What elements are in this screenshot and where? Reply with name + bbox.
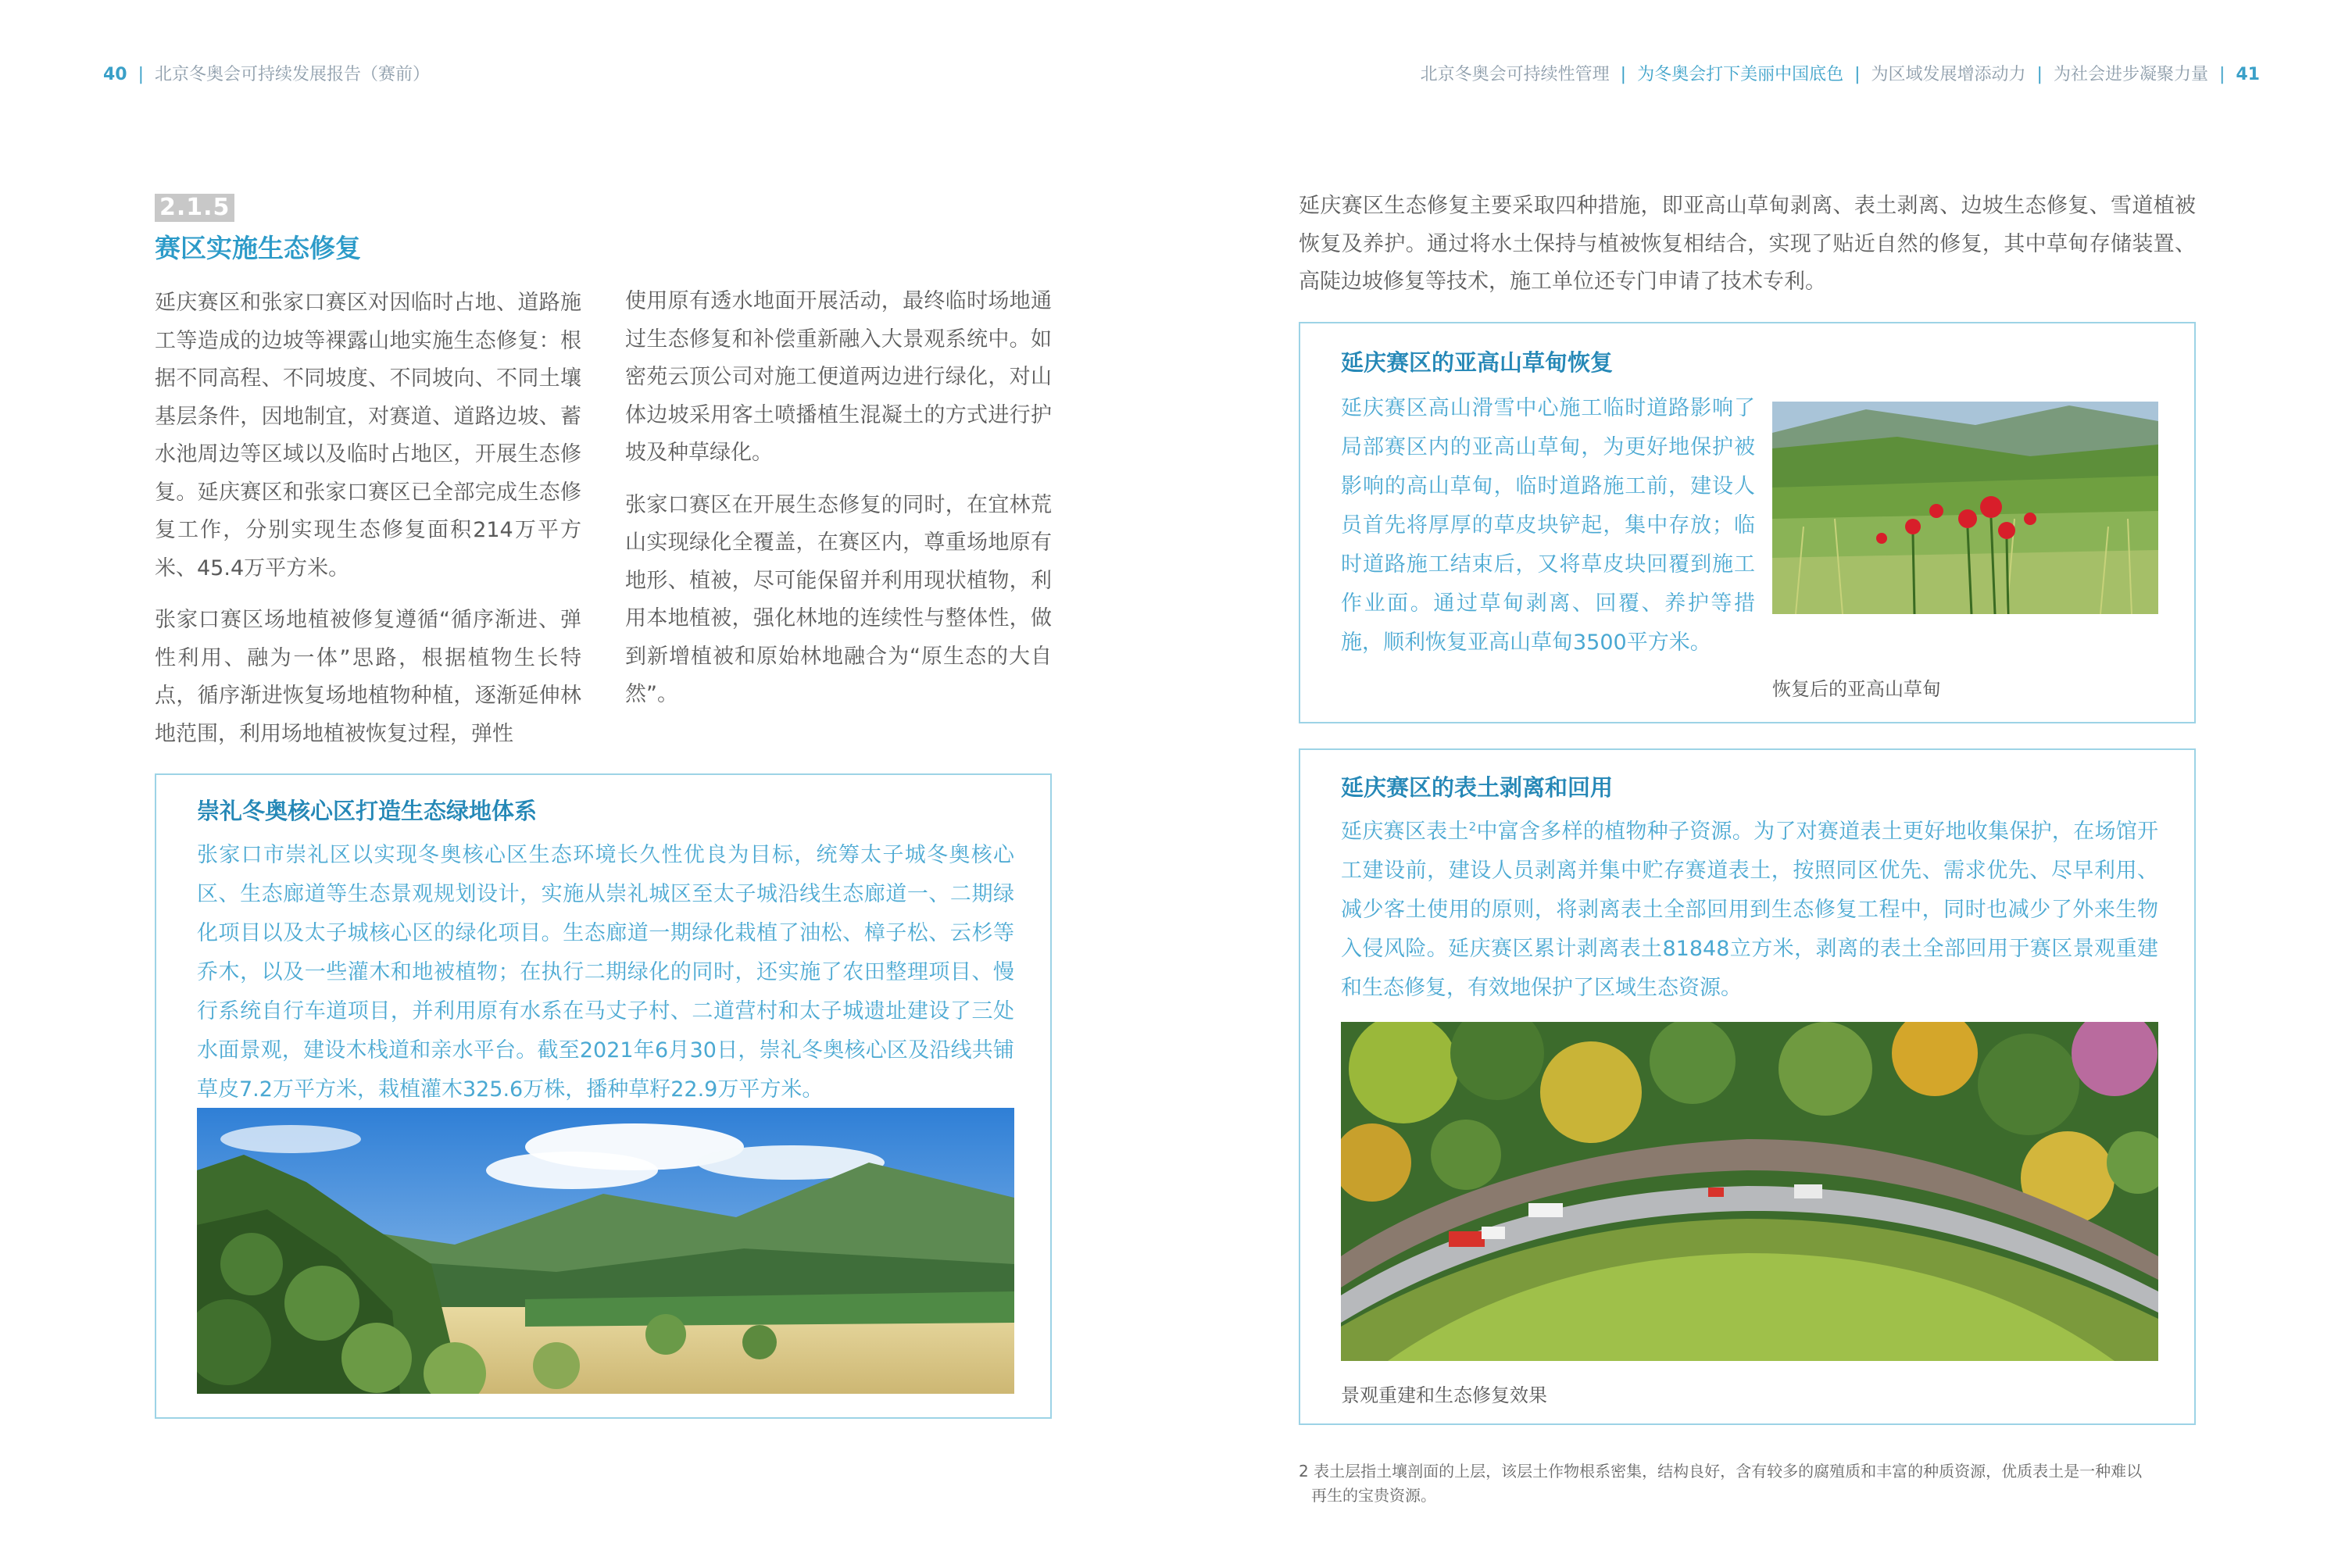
header-nav-item: 北京冬奥会可持续性管理 [1420,65,1610,84]
body-column-a [155,284,581,767]
header-divider: | [2036,65,2043,84]
footnote-ref: 2 [1468,820,1477,834]
paragraph: 张家口赛区在开展生态修复的同时，在宜林荒山实现绿化全覆盖，在赛区内，尊重场地原有地形、植被，尽可能保留并利用现状植物，利用本地植被，强化林地的连续性与整体性，做到新增植被和原始林地融合为“原生态的大自然”。 [625,492,1052,706]
page-number-right: 41 [2236,65,2260,84]
case-box-chongli [155,773,1052,1419]
footnote [1299,1459,2205,1508]
paragraph: 延庆赛区生态修复主要采取四种措施，即亚高山草甸剥离、表土剥离、边坡生态修复、雪道植被恢复及养护。通过将水土保持与植被恢复相结合，实现了贴近自然的修复，其中草甸存储装置、高陡边坡修复等技术，施工单位还专门申请了技术专利。 [1299,194,2196,294]
aerial-road-photo [1341,1022,2158,1361]
header-nav-item-active: 为冬奥会打下美丽中国底色 [1637,65,1844,84]
running-header-right [1421,61,2260,85]
page-number-left: 40 [103,65,127,84]
text-segment: 延庆赛区表土 [1341,820,1469,844]
text-segment: 中富含多样的植物种子资源。为了对赛道表土更好地收集保护，在场馆开工建设前，建设人员剥离并集中贮存赛道表土，按照同区优先、需求优先、尽早利用、减少客土使用的原则，将剥离表土全部回用到生态修复工程中，同时也减少了外来生物入侵风险。延庆赛区累计剥离表土81848立方米，剥离的表土全部回用于赛区景观重建和生态修复，有效地保护了区域生态资源。 [1341,820,2159,1000]
footnote-line: 2 表土层指土壤剖面的上层，该层土作物根系密集，结构良好，含有较多的腐殖质和丰富的种质资源，优质表土是一种难以 [1299,1462,2143,1480]
meadow-photo [1772,402,2158,614]
paragraph: 使用原有透水地面开展活动，最终临时场地通过生态修复和补偿重新融入大景观系统中。如密苑云顶公司对施工便道两边进行绿化，对山体边坡采用客土喷播植生混凝土的方式进行护坡及种草绿化。 [625,289,1052,465]
case-box-meadow [1299,322,2196,723]
header-divider: | [138,65,145,84]
header-nav-item: 为区域发展增添动力 [1871,65,2026,84]
case-box-topsoil [1299,748,2196,1425]
header-divider: | [1620,65,1627,84]
header-divider: | [1854,65,1861,84]
photo-caption: 景观重建和生态修复效果 [1341,1384,1547,1406]
body-column-b [625,283,1052,728]
paragraph: 张家口赛区场地植被修复遵循“循序渐进、弹性利用、融为一体”思路，根据植物生长特点，循序渐进恢复场地植物种植，逐渐延伸林地范围，利用场地植被恢复过程，弹性 [155,608,581,746]
photo-caption: 恢复后的亚高山草甸 [1772,678,1941,700]
section-number: 2.1.5 [155,194,234,222]
case-box-title: 延庆赛区的表土剥离和回用 [1341,774,1614,801]
header-nav-item: 为社会进步凝聚力量 [2053,65,2208,84]
intro-paragraph [1299,188,2196,316]
landscape-photo [197,1108,1014,1394]
case-box-title: 延庆赛区的亚高山草甸恢复 [1341,349,1614,376]
paragraph: 延庆赛区和张家口赛区对因临时占地、道路施工等造成的边坡等裸露山地实施生态修复：根据不同高程、不同坡度、不同坡向、不同土壤基层条件，因地制宜，对赛道、道路边坡、蓄水池周边等区域以及临时占地区，开展生态修复。延庆赛区和张家口赛区已全部完成生态修复工作，分别实现生态修复面积214万平方米、45.4万平方米。 [155,291,581,580]
case-box-text: 延庆赛区高山滑雪中心施工临时道路影响了局部赛区内的亚高山草甸，为更好地保护被影响的高山草甸，临时道路施工前，建设人员首先将厚厚的草皮块铲起，集中存放；临时道路施工结束后，又将草皮块回覆到施工作业面。通过草甸剥离、回覆、养护等措施，顺利恢复亚高山草甸3500平方米。 [1341,396,1755,655]
case-box-text [1341,813,2158,1008]
case-box-text: 张家口市崇礼区以实现冬奥核心区生态环境长久性优良为目标，统筹太子城冬奥核心区、生态廊道等生态景观规划设计，实施从崇礼城区至太子城沿线生态廊道一、二期绿化项目以及太子城核心区的绿化项目。生态廊道一期绿化栽植了油松、樟子松、云杉等乔木，以及一些灌木和地被植物；在执行二期绿化的同时，还实施了农田整理项目、慢行系统自行车道项目，并利用原有水系在马丈子村、二道营村和太子城遗址建设了三处水面景观，建设木栈道和亲水平台。截至2021年6月30日，崇礼冬奥核心区及沿线共铺草皮7.2万平方米，栽植灌木325.6万株，播种草籽22.9万平方米。 [197,843,1014,1102]
section-title: 赛区实施生态修复 [155,233,361,263]
report-title: 北京冬奥会可持续发展报告（赛前） [155,65,431,84]
footnote-line: 再生的宝贵资源。 [1311,1486,1436,1505]
case-box-title: 崇礼冬奥核心区打造生态绿地体系 [197,798,538,824]
header-divider: | [2218,65,2225,84]
running-header-left [103,61,430,85]
